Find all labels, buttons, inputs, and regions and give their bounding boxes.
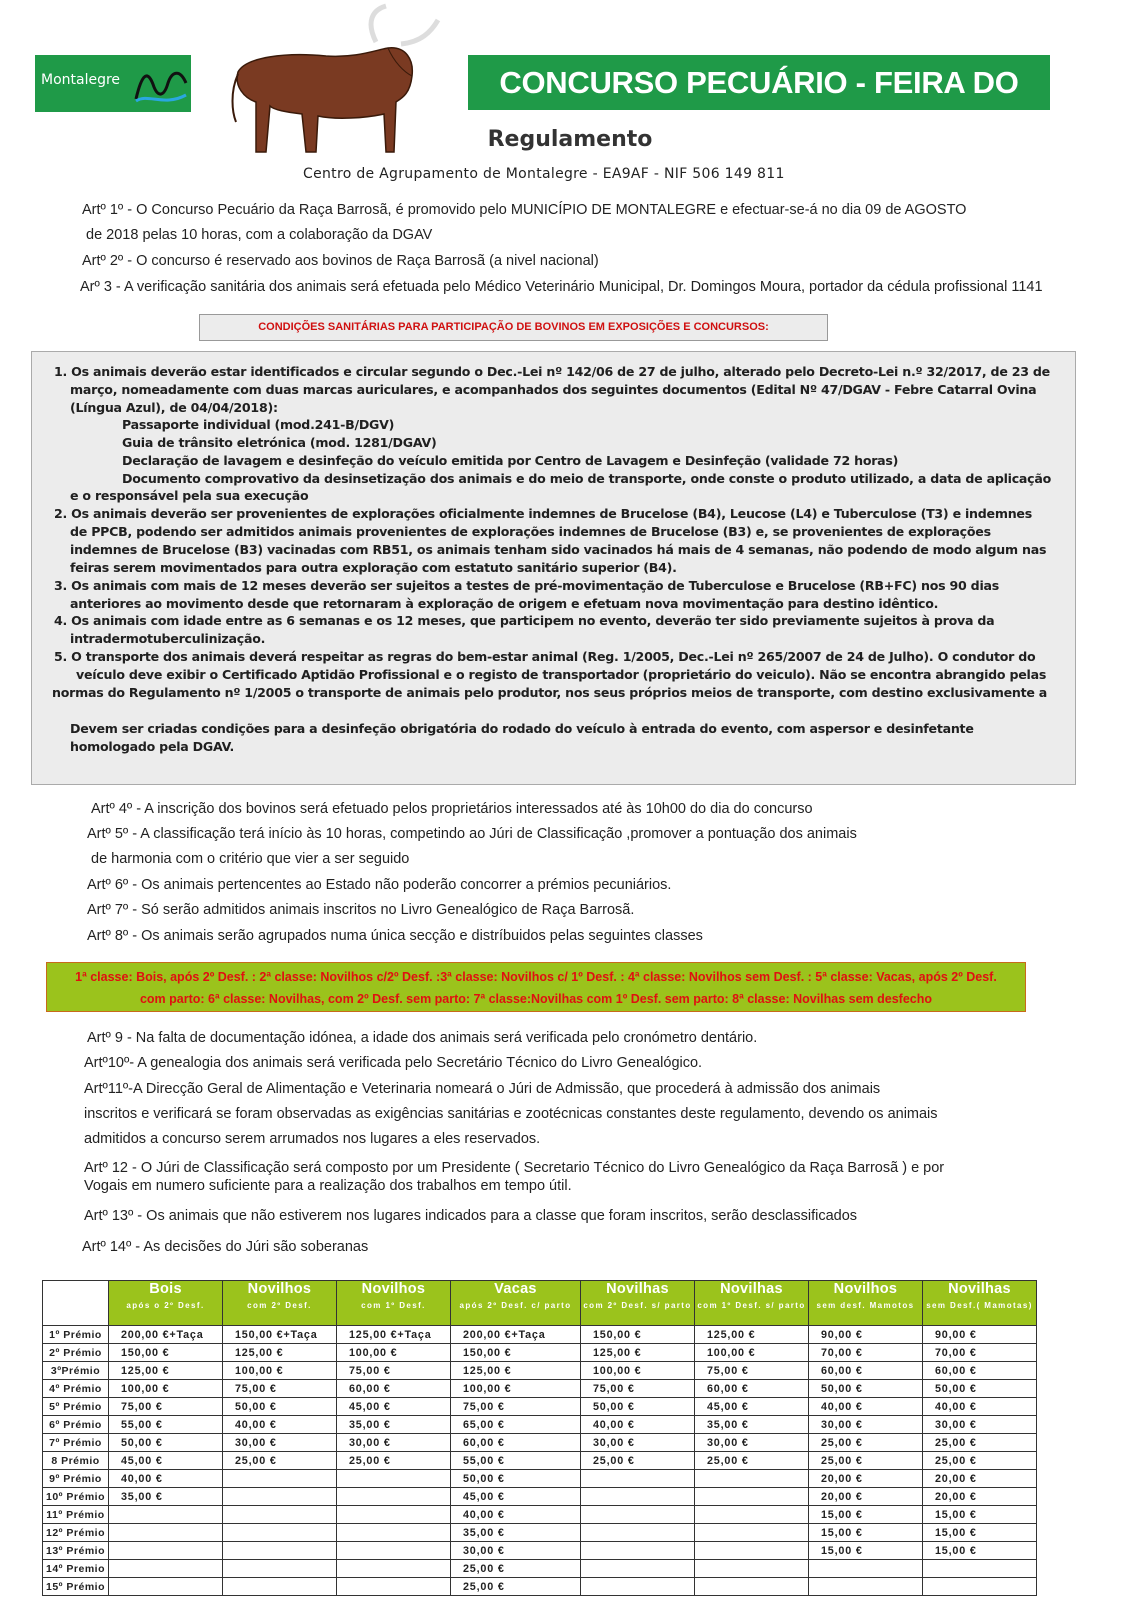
prize-amount-cell bbox=[337, 1524, 451, 1542]
sanitary-line: 4. Os animais com idade entre as 6 semanas e os 12 meses, que participem no evento, deverão ter sido previamente sujeitos à prova da bbox=[54, 613, 995, 628]
prize-amount-cell: 40,00 € bbox=[809, 1398, 923, 1416]
prize-amount-cell: 90,00 € bbox=[923, 1326, 1037, 1344]
prize-amount-cell: 70,00 € bbox=[923, 1344, 1037, 1362]
sanitary-conditions-box bbox=[31, 351, 1076, 785]
article-14: Artº 14º - As decisões do Júri são soberanas bbox=[82, 1239, 369, 1255]
prize-amount-cell bbox=[695, 1560, 809, 1578]
prize-amount-cell: 45,00 € bbox=[451, 1488, 581, 1506]
prize-amount-cell: 125,00 € bbox=[695, 1326, 809, 1344]
column-subtitle: sem desf. Mamotos bbox=[816, 1301, 915, 1310]
prize-amount-cell: 125,00 € bbox=[109, 1362, 223, 1380]
article-2: Artº 2º - O concurso é reservado aos bovinos de Raça Barrosã (a nivel nacional) bbox=[82, 253, 599, 269]
prize-amount-cell: 55,00 € bbox=[109, 1416, 223, 1434]
column-title: Novilhas bbox=[948, 1281, 1011, 1297]
prize-row bbox=[43, 1560, 1037, 1578]
prize-rank-label: 12º Prémio bbox=[43, 1524, 109, 1542]
article-3: Arº 3 - A verificação sanitária dos animais será efetuada pelo Médico Veterinário Municipal, Dr. Domingos Moura, portador da cédula profissional 1141 bbox=[80, 279, 1043, 295]
prize-amount-cell: 100,00 € bbox=[451, 1380, 581, 1398]
prize-amount-cell: 25,00 € bbox=[809, 1452, 923, 1470]
prize-amount-cell: 15,00 € bbox=[923, 1506, 1037, 1524]
column-title: Novilhas bbox=[606, 1281, 669, 1297]
prize-row bbox=[43, 1542, 1037, 1560]
sanitary-line: feiras serem movimentados para outra exploração com estatuto sanitário superior (B4). bbox=[70, 560, 677, 575]
prize-rank-label: 10º Prémio bbox=[43, 1488, 109, 1506]
prize-amount-cell: 200,00 €+Taça bbox=[451, 1326, 581, 1344]
prize-rank-label: 5º Prémio bbox=[43, 1398, 109, 1416]
article-11-cont2: admitidos a concurso serem arrumados nos lugares a eles reservados. bbox=[84, 1131, 541, 1147]
prize-column-header bbox=[451, 1281, 581, 1326]
sanitary-line: Declaração de lavagem e desinfeção do veículo emitida por Centro de Lavagem e Desinfeção (validade 72 horas) bbox=[122, 453, 899, 468]
prize-amount-cell: 30,00 € bbox=[695, 1434, 809, 1452]
prize-amount-cell: 30,00 € bbox=[337, 1434, 451, 1452]
prize-row bbox=[43, 1470, 1037, 1488]
sanitary-line: (Língua Azul), de 04/04/2018): bbox=[70, 400, 278, 415]
table-corner-cell bbox=[43, 1281, 109, 1326]
article-11: Artº11º-A Direcção Geral de Alimentação e Veterinaria nomeará o Júri de Admissão, que procederá à admissão dos animais bbox=[84, 1081, 881, 1097]
prize-amount-cell: 25,00 € bbox=[451, 1578, 581, 1596]
prize-amount-cell: 75,00 € bbox=[109, 1398, 223, 1416]
prize-rank-label: 9º Prémio bbox=[43, 1470, 109, 1488]
sanitary-line: 5. O transporte dos animais deverá respeitar as regras do bem-estar animal (Reg. 1/2005, Dec.-Lei nº 265/2007 de 24 de Julho). O condutor do bbox=[54, 649, 1036, 664]
prize-amount-cell bbox=[581, 1524, 695, 1542]
prize-amount-cell bbox=[695, 1578, 809, 1596]
prize-amount-cell: 30,00 € bbox=[581, 1434, 695, 1452]
column-subtitle: após 2º Desf. c/ parto bbox=[459, 1301, 572, 1310]
article-9: Artº 9 - Na falta de documentação idónea, a idade dos animais será verificada pelo cronómetro dentário. bbox=[87, 1030, 758, 1046]
sanitary-line: normas do Regulamento nº 1/2005 o transporte de animais pelo produtor, nos seus próprios meios de transporte, com destino exclusivamente a bbox=[52, 685, 1048, 700]
sanitary-line: 1. Os animais deverão estar identificados e circular segundo o Dec.-Lei nº 142/06 de 27 de julho, alterado pelo Decreto-Lei n.º 32/2017, de 23 de bbox=[54, 364, 1050, 379]
sanitary-line: intradermotuberculinização. bbox=[70, 631, 266, 646]
sanitary-line: veículo deve exibir o Certificado Aptidão Profissional e o registo de transportador (proprietário do veiculo). Não se encontra abrangido pelas bbox=[76, 667, 1047, 682]
prize-amount-cell: 25,00 € bbox=[451, 1560, 581, 1578]
prize-column-header bbox=[809, 1281, 923, 1326]
wave-logo-icon bbox=[134, 63, 188, 105]
prize-amount-cell: 20,00 € bbox=[809, 1488, 923, 1506]
article-13: Artº 13º - Os animais que não estiverem nos lugares indicados para a classe que foram inscritos, serão desclassificados bbox=[84, 1208, 858, 1224]
prize-amount-cell: 25,00 € bbox=[923, 1452, 1037, 1470]
prize-amount-cell: 35,00 € bbox=[451, 1524, 581, 1542]
prize-amount-cell bbox=[109, 1524, 223, 1542]
column-subtitle: após o 2º Desf. bbox=[126, 1301, 205, 1310]
prize-amount-cell: 25,00 € bbox=[223, 1452, 337, 1470]
sanitary-line: homologado pela DGAV. bbox=[70, 739, 235, 754]
prize-column-header bbox=[223, 1281, 337, 1326]
column-subtitle: sem Desf.( Mamotas) bbox=[926, 1301, 1033, 1310]
prize-amount-cell: 40,00 € bbox=[923, 1398, 1037, 1416]
prize-row bbox=[43, 1578, 1037, 1596]
sanitary-line: indemnes de Brucelose (B3) vacinadas com RB51, os animais tenham sido vacinados há mais de 4 semanas, não podendo de modo algum nas bbox=[70, 542, 1047, 557]
prize-amount-cell: 25,00 € bbox=[581, 1452, 695, 1470]
prize-amount-cell: 75,00 € bbox=[695, 1362, 809, 1380]
prize-column-header bbox=[337, 1281, 451, 1326]
classes-line-2: com parto: 6ª classe: Novilhas, com 2º Desf. sem parto: 7ª classe:Novilhas com 1º Desf. sem parto: 8ª classe: Novilhas sem desfecho bbox=[139, 992, 933, 1006]
contest-banner: CONCURSO PECUÁRIO - FEIRA DO PRÉMIO bbox=[468, 55, 1050, 110]
prize-rank-label: 2º Prémio bbox=[43, 1344, 109, 1362]
column-title: Bois bbox=[149, 1281, 182, 1297]
prize-amount-cell: 15,00 € bbox=[923, 1524, 1037, 1542]
prize-amount-cell: 75,00 € bbox=[223, 1380, 337, 1398]
article-10: Artº10º- A genealogia dos animais será verificada pelo Secretário Técnico do Livro Genealógico. bbox=[84, 1055, 703, 1071]
prize-amount-cell: 30,00 € bbox=[223, 1434, 337, 1452]
prize-rank-label: 7º Prémio bbox=[43, 1434, 109, 1452]
prize-row bbox=[43, 1452, 1037, 1470]
sanitary-line: 3. Os animais com mais de 12 meses deverão ser sujeitos a testes de pré-movimentação de Tuberculose e Brucelose (RB+FC) nos 90 dias bbox=[54, 578, 1000, 593]
prize-column-header bbox=[109, 1281, 223, 1326]
prize-amount-cell: 50,00 € bbox=[451, 1470, 581, 1488]
column-title: Novilhos bbox=[833, 1281, 898, 1297]
prize-amount-cell bbox=[223, 1560, 337, 1578]
prize-row bbox=[43, 1362, 1037, 1380]
prize-amount-cell bbox=[695, 1542, 809, 1560]
organization-line: Centro de Agrupamento de Montalegre - EA9AF - NIF 506 149 811 bbox=[303, 166, 785, 182]
prize-rank-label: 13º Prémio bbox=[43, 1542, 109, 1560]
prize-row bbox=[43, 1524, 1037, 1542]
article-1-cont: de 2018 pelas 10 horas, com a colaboração da DGAV bbox=[86, 227, 433, 243]
prize-amount-cell: 75,00 € bbox=[451, 1398, 581, 1416]
article-12-cont: Vogais em numero suficiente para a realização dos trabalhos em tempo útil. bbox=[84, 1178, 572, 1194]
prize-amount-cell: 20,00 € bbox=[923, 1470, 1037, 1488]
prize-amount-cell: 20,00 € bbox=[923, 1488, 1037, 1506]
prize-amount-cell bbox=[581, 1578, 695, 1596]
prize-amount-cell: 150,00 €+Taça bbox=[223, 1326, 337, 1344]
prize-column-header bbox=[923, 1281, 1037, 1326]
prize-amount-cell bbox=[695, 1488, 809, 1506]
prize-amount-cell: 25,00 € bbox=[923, 1434, 1037, 1452]
prize-amount-cell: 45,00 € bbox=[337, 1398, 451, 1416]
prize-amount-cell: 20,00 € bbox=[809, 1470, 923, 1488]
classes-box bbox=[46, 962, 1026, 1012]
article-11-cont: inscritos e verificará se foram observadas as exigências sanitárias e zootécnicas constantes deste regulamento, devendo os animais bbox=[84, 1106, 938, 1122]
prize-amount-cell bbox=[109, 1542, 223, 1560]
prize-amount-cell: 55,00 € bbox=[451, 1452, 581, 1470]
prize-rank-label: 1º Prémio bbox=[43, 1326, 109, 1344]
prize-amount-cell: 65,00 € bbox=[451, 1416, 581, 1434]
prize-amount-cell: 125,00 € bbox=[581, 1344, 695, 1362]
article-5: Artº 5º - A classificação terá início às 10 horas, competindo ao Júri de Classificação ,promover a pontuação dos animais bbox=[87, 826, 857, 842]
column-title: Vacas bbox=[494, 1281, 537, 1297]
prize-amount-cell bbox=[695, 1506, 809, 1524]
column-title: Novilhos bbox=[247, 1281, 312, 1297]
prize-amount-cell bbox=[695, 1524, 809, 1542]
article-6: Artº 6º - Os animais pertencentes ao Estado não poderão concorrer a prémios pecuniários. bbox=[87, 877, 672, 893]
prize-amount-cell: 100,00 € bbox=[337, 1344, 451, 1362]
prize-amount-cell: 60,00 € bbox=[809, 1362, 923, 1380]
prize-rank-label: 3ºPrémio bbox=[43, 1362, 109, 1380]
prize-amount-cell bbox=[581, 1542, 695, 1560]
prize-amount-cell: 35,00 € bbox=[695, 1416, 809, 1434]
article-7: Artº 7º - Só serão admitidos animais inscritos no Livro Genealógico de Raça Barrosã. bbox=[87, 902, 635, 918]
column-subtitle: com 2º Desf. bbox=[247, 1301, 312, 1310]
prize-amount-cell: 45,00 € bbox=[109, 1452, 223, 1470]
prize-rank-label: 6º Prémio bbox=[43, 1416, 109, 1434]
prize-amount-cell: 150,00 € bbox=[581, 1326, 695, 1344]
prize-amount-cell bbox=[109, 1578, 223, 1596]
prize-amount-cell: 35,00 € bbox=[109, 1488, 223, 1506]
prize-row bbox=[43, 1398, 1037, 1416]
prize-amount-cell bbox=[337, 1542, 451, 1560]
prize-amount-cell: 125,00 € bbox=[223, 1344, 337, 1362]
prize-amount-cell: 25,00 € bbox=[337, 1452, 451, 1470]
prize-amount-cell bbox=[223, 1470, 337, 1488]
prize-row bbox=[43, 1434, 1037, 1452]
prize-amount-cell: 40,00 € bbox=[223, 1416, 337, 1434]
prize-amount-cell: 15,00 € bbox=[809, 1542, 923, 1560]
column-subtitle: com 2º Desf. s/ parto bbox=[583, 1301, 692, 1310]
prize-amount-cell bbox=[923, 1578, 1037, 1596]
sanitary-line: e o responsável pela sua execução bbox=[70, 488, 309, 503]
prize-amount-cell bbox=[337, 1488, 451, 1506]
prize-column-header bbox=[695, 1281, 809, 1326]
article-8: Artº 8º - Os animais serão agrupados numa única secção e distríbuidos pelas seguintes classes bbox=[87, 928, 703, 944]
prize-amount-cell: 15,00 € bbox=[809, 1506, 923, 1524]
prize-row bbox=[43, 1326, 1037, 1344]
prize-amount-cell: 100,00 € bbox=[581, 1362, 695, 1380]
prize-rank-label: 14º Premio bbox=[43, 1560, 109, 1578]
article-12: Artº 12 - O Júri de Classificação será composto por um Presidente ( Secretario Técnico do Livro Genealógico da Raça Barrosã ) e por bbox=[84, 1160, 945, 1176]
prize-amount-cell: 70,00 € bbox=[809, 1344, 923, 1362]
sanitary-conditions-title: CONDIÇÕES SANITÁRIAS PARA PARTICIPAÇÃO DE BOVINOS EM EXPOSIÇÕES E CONCURSOS: bbox=[199, 314, 828, 341]
prize-amount-cell: 50,00 € bbox=[223, 1398, 337, 1416]
prize-amount-cell: 30,00 € bbox=[923, 1416, 1037, 1434]
prize-amount-cell: 75,00 € bbox=[337, 1362, 451, 1380]
prize-amount-cell: 90,00 € bbox=[809, 1326, 923, 1344]
prize-amount-cell bbox=[223, 1578, 337, 1596]
prize-amount-cell: 75,00 € bbox=[581, 1380, 695, 1398]
prize-amount-cell bbox=[923, 1560, 1037, 1578]
prize-amount-cell: 100,00 € bbox=[109, 1380, 223, 1398]
classes-line-1: 1ª classe: Bois, após 2º Desf. : 2ª classe: Novilhos c/2º Desf. :3ª classe: Novilhos c/ 1º Desf. : 4ª classe: Novilhos sem Desf. : 5ª classe: Vacas, após 2º Desf. bbox=[75, 970, 997, 984]
prize-amount-cell bbox=[337, 1578, 451, 1596]
prize-amount-cell: 40,00 € bbox=[581, 1416, 695, 1434]
article-5-cont: de harmonia com o critério que vier a ser seguido bbox=[91, 851, 410, 867]
sanitary-line: Guia de trânsito eletrónica (mod. 1281/DGAV) bbox=[122, 435, 437, 450]
prize-amount-cell: 50,00 € bbox=[809, 1380, 923, 1398]
prize-amount-cell: 40,00 € bbox=[109, 1470, 223, 1488]
prize-rank-label: 15º Prémio bbox=[43, 1578, 109, 1596]
prize-amount-cell: 60,00 € bbox=[451, 1434, 581, 1452]
bull-illustration bbox=[226, 2, 456, 162]
prize-amount-cell: 125,00 € bbox=[451, 1362, 581, 1380]
prize-rank-label: 4º Prémio bbox=[43, 1380, 109, 1398]
prize-amount-cell: 45,00 € bbox=[695, 1398, 809, 1416]
page-title: Regulamento bbox=[487, 127, 653, 152]
prize-amount-cell: 60,00 € bbox=[923, 1362, 1037, 1380]
prize-amount-cell: 60,00 € bbox=[337, 1380, 451, 1398]
prize-amount-cell: 200,00 €+Taça bbox=[109, 1326, 223, 1344]
prize-row bbox=[43, 1488, 1037, 1506]
sanitary-line: Passaporte individual (mod.241-B/DGV) bbox=[122, 417, 395, 432]
prize-amount-cell: 50,00 € bbox=[109, 1434, 223, 1452]
prize-row bbox=[43, 1416, 1037, 1434]
prize-amount-cell bbox=[581, 1488, 695, 1506]
prize-amount-cell: 15,00 € bbox=[809, 1524, 923, 1542]
article-4: Artº 4º - A inscrição dos bovinos será efetuado pelos proprietários interessados até às 10h00 do dia do concurso bbox=[91, 801, 813, 817]
sanitary-line: Documento comprovativo da desinsetização dos animais e do meio de transporte, onde conste o produto utilizado, a data de aplicação bbox=[122, 471, 1052, 486]
prize-amount-cell: 125,00 €+Taça bbox=[337, 1326, 451, 1344]
column-title: Novilhos bbox=[361, 1281, 426, 1297]
prize-amount-cell bbox=[809, 1578, 923, 1596]
prize-amount-cell bbox=[581, 1560, 695, 1578]
prize-amount-cell bbox=[223, 1506, 337, 1524]
prize-amount-cell: 50,00 € bbox=[581, 1398, 695, 1416]
prize-row bbox=[43, 1344, 1037, 1362]
prize-column-header bbox=[581, 1281, 695, 1326]
prize-amount-cell: 150,00 € bbox=[109, 1344, 223, 1362]
prize-amount-cell bbox=[109, 1506, 223, 1524]
prize-rank-label: 8 Prémio bbox=[43, 1452, 109, 1470]
prize-amount-cell: 40,00 € bbox=[451, 1506, 581, 1524]
prize-amount-cell: 150,00 € bbox=[451, 1344, 581, 1362]
prize-amount-cell bbox=[581, 1506, 695, 1524]
article-1: Artº 1º - O Concurso Pecuário da Raça Barrosã, é promovido pelo MUNICÍPIO DE MONTALEGRE e efectuar-se-á no dia 09 de AGOSTO bbox=[82, 202, 967, 218]
prize-amount-cell bbox=[223, 1524, 337, 1542]
montalegre-logo bbox=[35, 55, 191, 112]
sanitary-line: anteriores ao movimento desde que retornaram à exploração de origem e efetuam nova movimentação para destino idêntico. bbox=[70, 596, 939, 611]
prize-amount-cell: 15,00 € bbox=[923, 1542, 1037, 1560]
prize-amount-cell: 100,00 € bbox=[695, 1344, 809, 1362]
prize-amount-cell: 100,00 € bbox=[223, 1362, 337, 1380]
sanitary-line: 2. Os animais deverão ser provenientes de explorações oficialmente indemnes de Brucelose (B4), Leucose (L4) e Tuberculose (T3) e indemnes bbox=[54, 506, 1032, 521]
prize-amount-cell: 35,00 € bbox=[337, 1416, 451, 1434]
prize-amount-cell: 25,00 € bbox=[695, 1452, 809, 1470]
prize-amount-cell: 30,00 € bbox=[809, 1416, 923, 1434]
column-subtitle: com 1º Desf. s/ parto bbox=[697, 1301, 806, 1310]
sanitary-line: março, nomeadamente com duas marcas auriculares, e acompanhados dos seguintes documentos (Edital Nº 47/DGAV - Febre Catarral Ovina bbox=[70, 382, 1037, 397]
prize-amount-cell bbox=[223, 1488, 337, 1506]
prize-row bbox=[43, 1506, 1037, 1524]
prize-amount-cell bbox=[337, 1470, 451, 1488]
prize-amount-cell: 60,00 € bbox=[695, 1380, 809, 1398]
column-subtitle: com 1º Desf. bbox=[361, 1301, 426, 1310]
prize-amount-cell: 50,00 € bbox=[923, 1380, 1037, 1398]
prize-amount-cell bbox=[809, 1560, 923, 1578]
prize-amount-cell bbox=[337, 1506, 451, 1524]
sanitary-line: Devem ser criadas condições para a desinfeção obrigatória do rodado do veículo à entrada do evento, com aspersor e desinfetante bbox=[70, 721, 974, 736]
prize-amount-cell bbox=[581, 1470, 695, 1488]
prize-amount-cell bbox=[223, 1542, 337, 1560]
prize-row bbox=[43, 1380, 1037, 1398]
prize-amount-cell bbox=[695, 1470, 809, 1488]
prize-amount-cell: 30,00 € bbox=[451, 1542, 581, 1560]
prize-rank-label: 11º Prémio bbox=[43, 1506, 109, 1524]
sanitary-line: de PPCB, podendo ser admitidos animais provenientes de explorações indemnes de Brucelose (B3) e, se provenientes de explorações bbox=[70, 524, 991, 539]
prize-amount-cell bbox=[109, 1560, 223, 1578]
prize-amount-cell: 25,00 € bbox=[809, 1434, 923, 1452]
prize-amount-cell bbox=[337, 1560, 451, 1578]
logo-text: Montalegre bbox=[41, 72, 121, 88]
column-title: Novilhas bbox=[720, 1281, 783, 1297]
prize-table bbox=[42, 1280, 1037, 1596]
